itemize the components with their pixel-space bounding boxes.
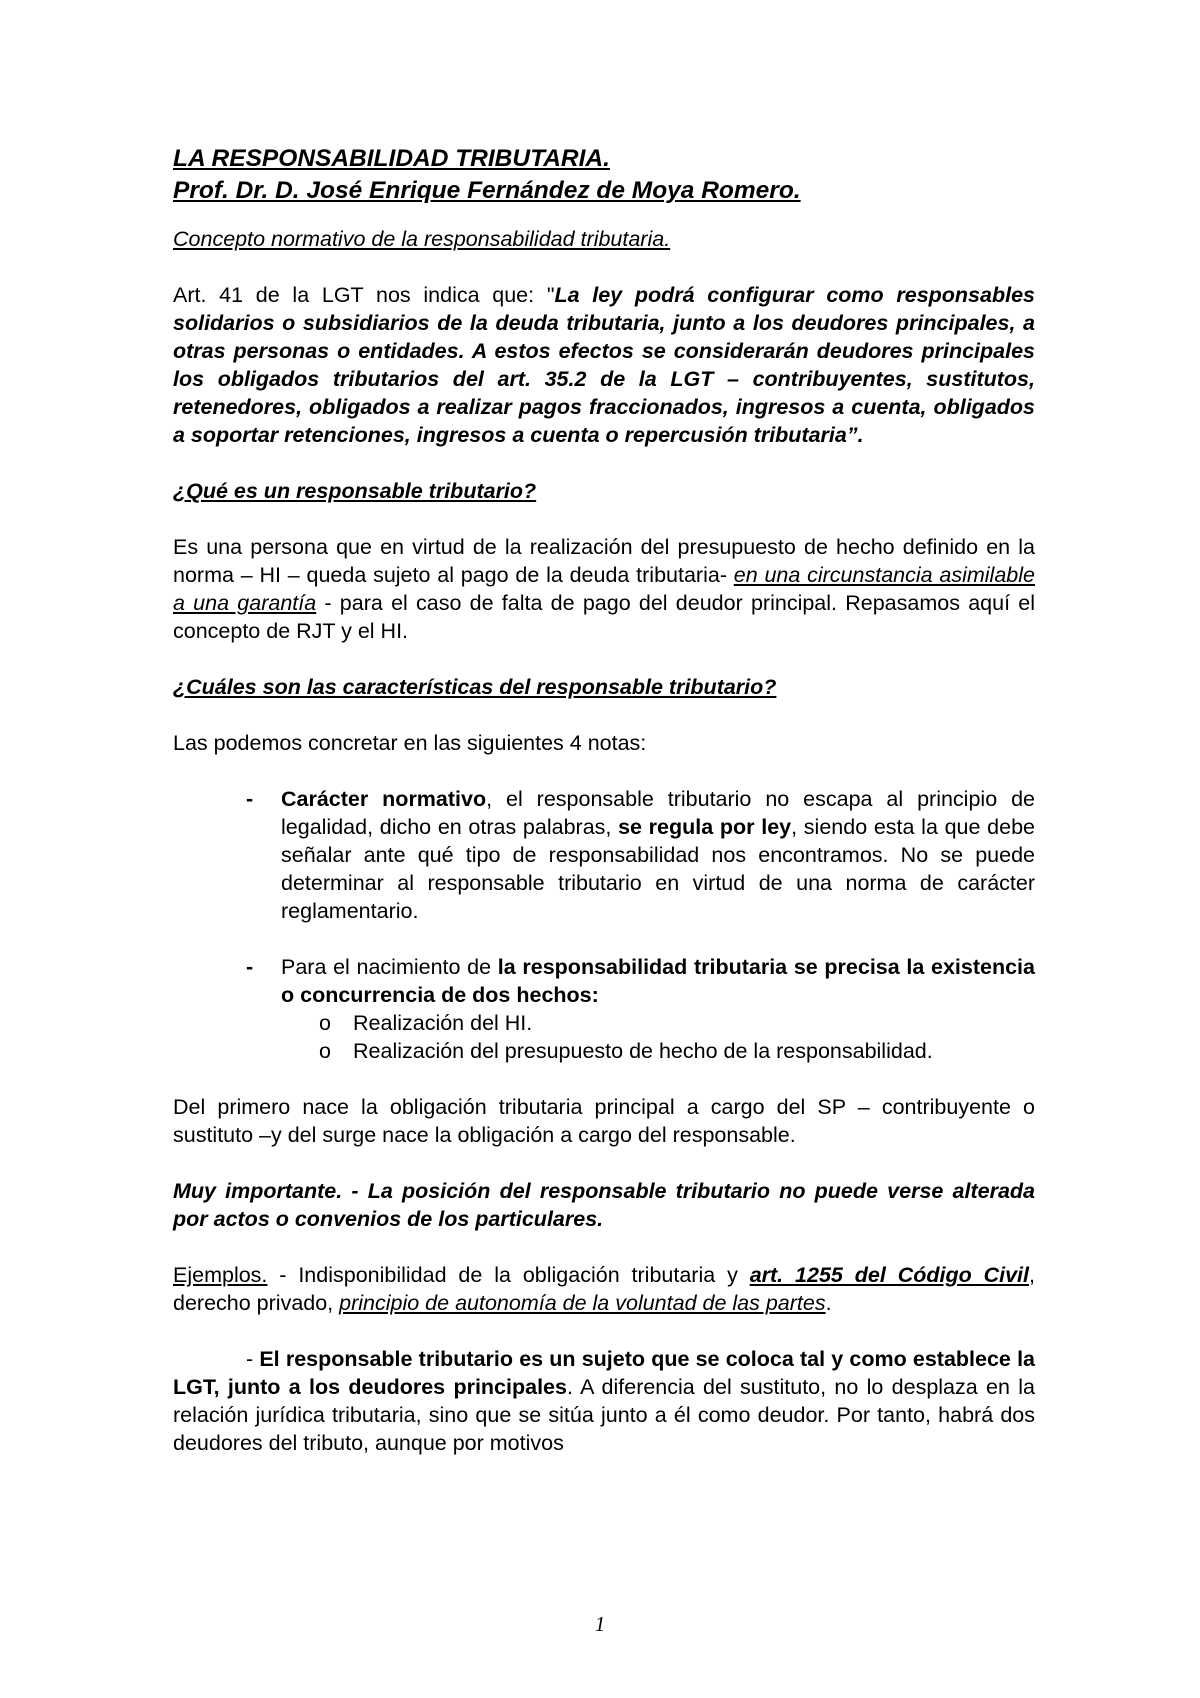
answer-text-1: Es una persona que en virtud de la realización del presupuesto de hecho definido en la norma – HI – queda sujeto al pago de la deuda tributaria- <box>173 535 1035 587</box>
responsable-dash: - <box>246 1347 260 1371</box>
responsable-paragraph <box>173 1345 1035 1457</box>
ejemplos-label: Ejemplos. <box>173 1263 268 1287</box>
sub-list-text: Realización del HI. <box>353 1011 533 1035</box>
ejemplos-article-ref: art. 1255 del Código Civil <box>749 1263 1030 1287</box>
art41-intro: Art. 41 de la LGT nos indica que: " <box>173 283 555 307</box>
document-author: Prof. Dr. D. José Enrique Fernández de Moya Romero. <box>173 177 801 204</box>
document-body <box>173 143 1035 1457</box>
ejemplos-text-3: . <box>825 1291 832 1315</box>
bullet1-bold-2: se regula por ley <box>618 815 792 839</box>
answer-guarantee-phrase: en una circunstancia asimilable a una garantía <box>173 563 1035 615</box>
del-primero-paragraph: Del primero nace la obligación tributaria principal a cargo del SP – contribuyente o sustituto –y del surge nace la obligación a cargo del responsable. <box>173 1095 1035 1147</box>
art41-quote: La ley podrá configurar como responsables solidarios o subsidiarios de la deuda tributaria, junto a los deudores principales, a otras personas o entidades. A estos efectos se considerarán deudores principales los obligados tributarios del art. 35.2 de la LGT – contribuyentes, sustitutos, retenedores, obligados a realizar pagos fraccionados, ingresos a cuenta, obligados a soportar retenciones, ingresos a cuenta o repercusión tributaria”. <box>173 283 1035 447</box>
bullet1-bold-1: Carácter normativo <box>281 787 487 811</box>
bullet-dash: - <box>246 955 254 979</box>
sub-list-marker: o <box>319 1039 331 1063</box>
page-number: 1 <box>594 1612 606 1636</box>
responsable-bold: El responsable tributario es un sujeto que se coloca tal y como establece la LGT, junto a los deudores principales <box>173 1347 1035 1399</box>
sub-list-item <box>173 1037 1035 1065</box>
art41-paragraph <box>173 281 1035 449</box>
muy-importante-paragraph: Muy importante. - La posición del responsable tributario no puede verse alterada por actos o convenios de los particulares. <box>173 1179 1035 1231</box>
bullet-dash: - <box>246 787 254 811</box>
responsable-text: . A diferencia del sustituto, no lo desplaza en la relación jurídica tributaria, sino que se sitúa junto a él como deudor. Por tanto, habrá dos deudores del tributo, aunque por motivos <box>173 1375 1035 1455</box>
section-subtitle: Concepto normativo de la responsabilidad tributaria. <box>173 227 671 251</box>
ejemplos-paragraph <box>173 1261 1035 1317</box>
bullet2-bold-1: la responsabilidad tributaria se precisa la existencia o concurrencia de dos hechos: <box>281 955 1035 1007</box>
characteristics-intro: Las podemos concretar en las siguientes 4 notas: <box>173 731 647 755</box>
ejemplos-text-1: - Indisponibilidad de la obligación tributaria y <box>267 1263 750 1287</box>
answer-text-2: - para el caso de falta de pago del deudor principal. Repasamos aquí el concepto de RJT y el HI. <box>173 591 1035 643</box>
answer-paragraph-1 <box>173 533 1035 645</box>
document-title: LA RESPONSABILIDAD TRIBUTARIA. <box>173 145 610 172</box>
sub-list-text: Realización del presupuesto de hecho de la responsabilidad. <box>353 1039 933 1063</box>
bullet1-text-2: , siendo esta la que debe señalar ante qué tipo de responsabilidad nos encontramos. No se puede determinar al responsable tributario en virtud de una norma de carácter reglamentario. <box>281 815 1035 923</box>
question-heading-1: ¿Qué es un responsable tributario? <box>173 479 537 503</box>
sub-list-marker: o <box>319 1011 331 1035</box>
bullet2-text-1: Para el nacimiento de <box>281 955 498 979</box>
ejemplos-principle: principio de autonomía de la voluntad de las partes <box>339 1291 826 1315</box>
sub-list-item <box>173 1009 1035 1037</box>
bullet-item-normative <box>173 785 1035 925</box>
question-heading-2: ¿Cuáles son las características del responsable tributario? <box>173 675 777 699</box>
ejemplos-text-2: , derecho privado, <box>173 1263 1035 1315</box>
bullet-item-two-facts <box>173 953 1035 1009</box>
bullet1-text-1: , el responsable tributario no escapa al principio de legalidad, dicho en otras palabras, <box>281 787 1035 839</box>
